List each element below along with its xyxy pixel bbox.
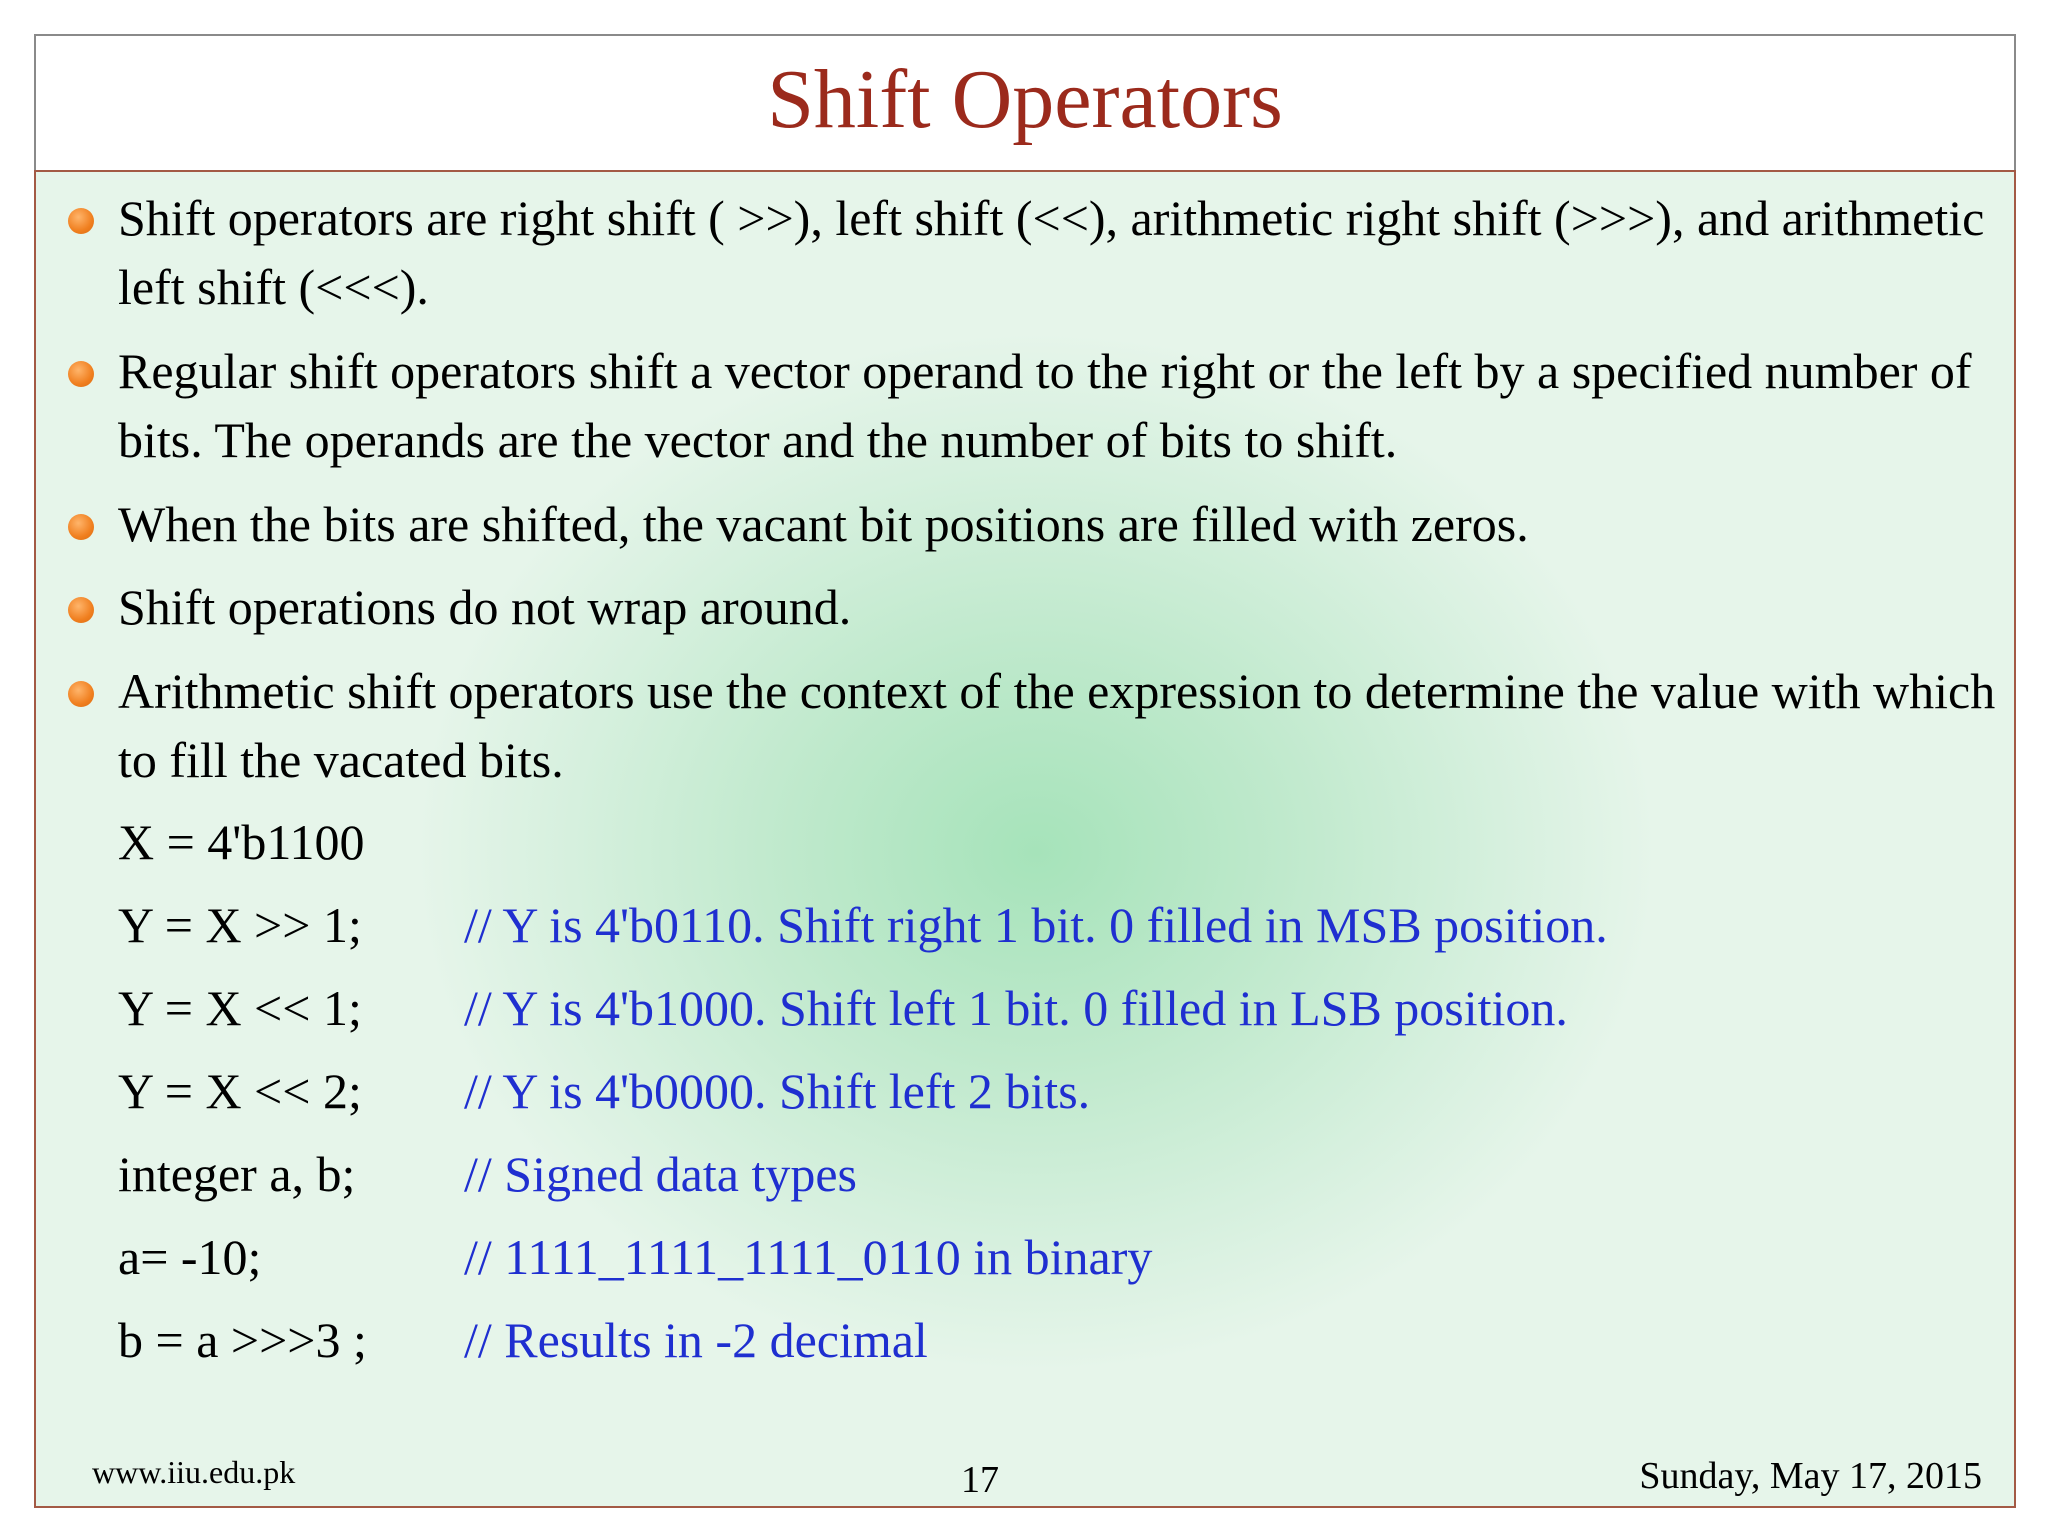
bullet-item <box>118 490 2018 559</box>
bullet-text: Shift operators are right shift ( >>), left shift (<<), arithmetic right shift (>>>), and arithmetic left shift (<<<). <box>118 190 1985 315</box>
footer-website: www.iiu.edu.pk <box>92 1454 296 1490</box>
bullet-text: When the bits are shifted, the vacant bit positions are filled with zeros. <box>118 496 1529 552</box>
code-comment: // 1111_1111_1111_0110 in binary <box>464 1229 1153 1285</box>
code-comment: // Y is 4'b0000. Shift left 2 bits. <box>464 1063 1091 1119</box>
bullet-item <box>118 337 2018 475</box>
code-comment: // Signed data types <box>464 1146 857 1202</box>
code-statement: Y = X << 1; <box>118 980 362 1036</box>
bullet-dot-icon <box>68 681 94 707</box>
title-box <box>34 34 2016 170</box>
code-statement: a= -10; <box>118 1229 262 1285</box>
bullet-dot-icon <box>68 514 94 540</box>
code-comment: // Y is 4'b1000. Shift left 1 bit. 0 filled in LSB position. <box>464 980 1568 1036</box>
bullet-text: Regular shift operators shift a vector operand to the right or the left by a specified number of bits. The operands are the vector and the number of bits to shift. <box>118 343 1972 468</box>
code-statement: Y = X << 2; <box>118 1063 362 1119</box>
bullet-item <box>118 184 2018 322</box>
code-comment: // Results in -2 decimal <box>464 1312 928 1368</box>
bullet-dot-icon <box>68 361 94 387</box>
code-statement: integer a, b; <box>118 1146 356 1202</box>
slide-title: Shift Operators <box>767 53 1283 146</box>
bullet-item <box>118 657 2018 795</box>
code-statement: Y = X >> 1; <box>118 897 362 953</box>
bullet-dot-icon <box>68 597 94 623</box>
bullet-item <box>118 573 2018 642</box>
footer-date: Sunday, May 17, 2015 <box>1639 1455 1982 1497</box>
content-area <box>34 170 2016 1508</box>
bullet-dot-icon <box>68 208 94 234</box>
bullet-text: Arithmetic shift operators use the context of the expression to determine the value with which to fill the vacated bits. <box>118 663 1996 788</box>
code-comment: // Y is 4'b0110. Shift right 1 bit. 0 filled in MSB position. <box>464 897 1608 953</box>
code-statement: b = a >>>3 ; <box>118 1312 367 1368</box>
bullet-text: Shift operations do not wrap around. <box>118 579 852 635</box>
code-statement: X = 4'b1100 <box>118 814 365 870</box>
footer-page-number: 17 <box>961 1459 999 1501</box>
